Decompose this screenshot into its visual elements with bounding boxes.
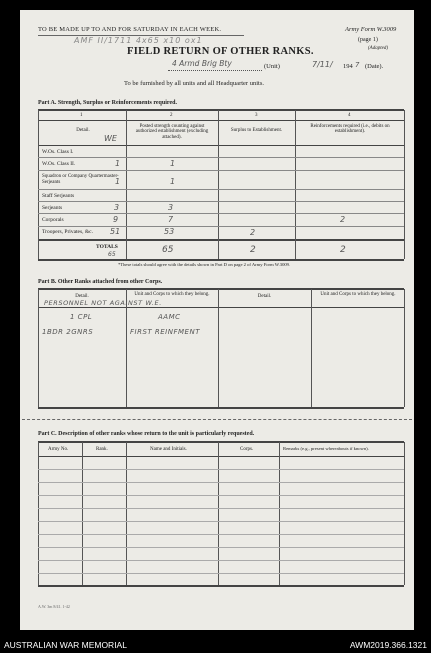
we-value: 1 (115, 177, 121, 186)
border (404, 289, 405, 407)
rule (38, 259, 404, 261)
total-reinf: 2 (340, 245, 346, 255)
border (404, 110, 405, 259)
perforation-line (22, 419, 412, 420)
row-label: Serjeants (42, 205, 63, 211)
row-rule (38, 226, 404, 227)
form-subtitle: To be furnished by all units and all Headquarter units. (124, 80, 264, 87)
year-handwritten: 7 (355, 61, 360, 69)
col-header-detail: Detail. (75, 294, 89, 299)
total-we: 65 (108, 251, 116, 258)
total-surplus: 2 (250, 245, 256, 255)
row-rule (38, 482, 404, 483)
col-divider (82, 442, 83, 585)
rule (38, 307, 404, 308)
border (38, 110, 39, 259)
row-rule (38, 495, 404, 496)
row-label: W.Os. Class II. (42, 161, 76, 167)
we-value: 1 (115, 159, 121, 168)
col-header-unit-corps: Unit and Corps to which they belong. (320, 292, 396, 297)
row-rule (38, 157, 404, 158)
part-b-title: Part B. Other Ranks attached from other Corps. (38, 279, 163, 285)
posted-value: 1 (170, 177, 176, 186)
col-header-unit-corps: Unit and Corps to which they belong. (134, 292, 210, 297)
col-header-corps: Corps. (240, 447, 254, 452)
we-value: 9 (113, 215, 119, 224)
print-code: A.W. 3m 8/41. 1-42 (38, 604, 70, 609)
col-divider (218, 110, 219, 259)
personnel-note: PERSONNEL NOT AGAINST W.E. (44, 299, 162, 307)
part-c-title: Part C. Description of other ranks whose return to the unit is particularly requested. (38, 431, 255, 437)
row-rule (38, 560, 404, 561)
totals-label: TOTALS (96, 244, 118, 250)
row-label: Squadron or Company Quartermaster-Serjeants (42, 174, 119, 185)
row-rule (38, 189, 404, 190)
attached-detail: 1 CPL (70, 313, 93, 321)
rule (38, 239, 404, 241)
we-value: 51 (110, 227, 121, 236)
col-header-detail: Detail. (257, 294, 272, 299)
row-rule (38, 508, 404, 509)
rule (38, 109, 404, 111)
reinf-value: 2 (340, 215, 346, 224)
border (38, 289, 39, 407)
border (38, 442, 39, 585)
attached-detail: 1BDR 2GNRS (42, 328, 94, 336)
part-a-title: Part A. Strength, Surplus or Reinforcements required. (38, 100, 177, 106)
year-prefix: 194 (343, 63, 353, 70)
col-divider (218, 289, 219, 407)
rule (38, 120, 404, 121)
unit-value: 4 Armd Brig Bty (172, 59, 232, 68)
col-header-army-no: Army No. (48, 447, 69, 452)
posted-value: 53 (164, 227, 175, 236)
row-rule (38, 521, 404, 522)
col-header-posted: Posted strength counting against authorized establishment (excluding attached). (135, 124, 209, 140)
rule (38, 145, 404, 146)
footer-institution: AUSTRALIAN WAR MEMORIAL (4, 640, 127, 650)
col-header-remarks: Remarks (e.g., present whereabouts if known). (283, 446, 369, 451)
form-title: FIELD RETURN OF OTHER RANKS. (127, 46, 314, 57)
posted-value: 3 (168, 203, 174, 212)
col-number-1: 1 (80, 113, 83, 118)
footer-accession: AWM2019.366.1321 (349, 640, 427, 650)
row-rule (38, 469, 404, 470)
surplus-value: 2 (250, 228, 256, 237)
adapted-label: (Adapted) (368, 46, 388, 51)
date-label: (Date). (365, 63, 384, 70)
rule (38, 288, 404, 290)
row-label: Troopers, Privates, &c. (42, 229, 93, 235)
unit-label: (Unit) (264, 63, 280, 70)
col-divider (279, 442, 280, 585)
part-a-footnote: *These totals should agree with the details shown in Part D on page 2 of Army Form W.3009. (118, 262, 291, 267)
col-header-reinforcements: Reinforcements required (i.e., debits on establishment). (310, 124, 390, 135)
page-number: (page 1) (358, 37, 378, 43)
col-divider (311, 289, 312, 407)
total-posted: 65 (162, 245, 174, 255)
col-header-name: Name and Initials. (150, 447, 187, 452)
rule (38, 585, 404, 587)
rule (38, 441, 404, 443)
border (404, 442, 405, 585)
col-number-3: 3 (255, 113, 258, 118)
row-rule (38, 547, 404, 548)
row-rule (38, 170, 404, 171)
posted-value: 7 (168, 215, 174, 224)
row-rule (38, 573, 404, 574)
row-rule (38, 534, 404, 535)
rule (38, 456, 404, 457)
col-header-detail: Detail. (76, 128, 90, 133)
date-value: 7/11/ (312, 60, 333, 69)
handwritten-reference: AMF II/1711 4x65 x10 ox1 (74, 36, 203, 45)
row-label: Staff Serjeants (42, 193, 75, 199)
col-header-surplus: Surplus to Establishment. (230, 128, 283, 133)
col-divider (126, 442, 127, 585)
col-divider (126, 110, 127, 259)
row-rule (38, 201, 404, 202)
attached-unit: FIRST REINFMENT (130, 328, 200, 336)
attached-unit: AAMC (158, 313, 181, 321)
we-value: 3 (114, 203, 120, 212)
col-number-2: 2 (170, 113, 173, 118)
form-id: Army Form W.3009 (345, 26, 397, 33)
col-number-4: 4 (348, 113, 351, 118)
top-left-instruction: TO BE MADE UP TO AND FOR SATURDAY IN EACH WEEK. (38, 26, 222, 33)
posted-value: 1 (170, 159, 176, 168)
row-label: Corporals (42, 217, 64, 223)
col-divider (218, 442, 219, 585)
col-divider (295, 110, 296, 259)
rule (38, 407, 404, 409)
we-mark: WE (104, 134, 117, 143)
row-rule (38, 213, 404, 214)
row-label: W.Os. Class I. (42, 149, 74, 155)
col-header-rank: Rank. (96, 447, 108, 452)
unit-line (168, 70, 262, 71)
